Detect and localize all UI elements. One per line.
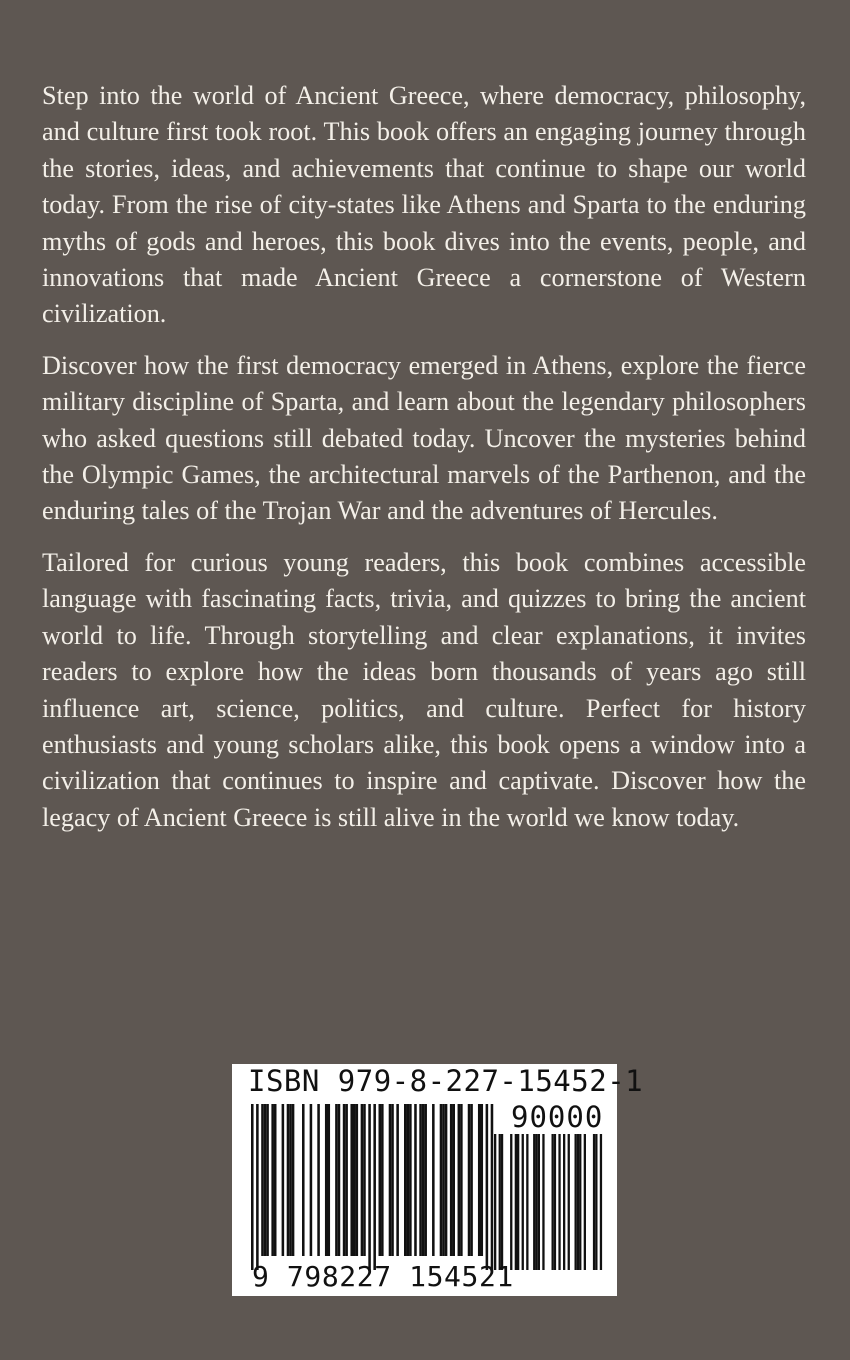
isbn-barcode [232, 1064, 644, 1296]
barcode-bar [458, 1104, 461, 1256]
barcode-bar [353, 1104, 356, 1256]
barcode-bar [282, 1104, 285, 1256]
addon-bar [522, 1134, 524, 1270]
barcode-bar [381, 1104, 384, 1256]
barcode-bar [274, 1104, 277, 1256]
barcode-bar [440, 1104, 443, 1256]
barcode-bar [325, 1104, 328, 1256]
barcode-bar [407, 1104, 410, 1256]
barcode-bar [445, 1104, 448, 1256]
addon-bar [584, 1134, 586, 1270]
addon-bar [575, 1134, 577, 1270]
blurb-paragraph-2: Discover how the first democracy emerged in Athens, explore the fierce military discipline of Sparta, and learn about the legendary philosophers who asked questions still debated today. Uncover the mysteries behind the Olympic Games, the architectural marvels of the Parthenon, and the enduring tales of the Trojan War and the adventures of Hercules. [42, 350, 806, 526]
price-code: 90000 [511, 1100, 604, 1134]
barcode-bar [450, 1104, 453, 1256]
barcode-bar [350, 1104, 353, 1256]
barcode-bar [328, 1104, 331, 1256]
blurb-paragraph-3: Tailored for curious young readers, this book combines accessible language with fascinating facts, trivia, and quizzes to bring the ancient world to life. Through storytelling and clear explanations, it invites readers to explore how the ideas born thousands of years ago still influence art, science, politics, and culture. Perfect for history enthusiasts and young scholars alike, this book opens a window into a civilization that continues to inspire and captivate. Discover how the legacy of Ancient Greece is still alive in the world we know today. [42, 547, 806, 832]
barcode-bar [491, 1104, 494, 1270]
barcode-bar [414, 1104, 417, 1256]
barcode-bar [368, 1104, 371, 1270]
barcode-bar [409, 1104, 412, 1256]
barcode-bar [452, 1104, 455, 1256]
barcode-bar [486, 1104, 489, 1270]
barcode-bar [424, 1104, 427, 1256]
barcode-bar [468, 1104, 471, 1256]
addon-bar [526, 1134, 528, 1270]
barcode-bar [345, 1104, 348, 1256]
addon-bar [510, 1134, 512, 1270]
addon-bar [579, 1134, 581, 1270]
addon-bar [593, 1134, 595, 1270]
barcode-bar [373, 1104, 376, 1270]
isbn-label: ISBN 979-8-227-15452-1 [248, 1064, 644, 1098]
addon-bar [554, 1134, 556, 1270]
addon-bar [600, 1134, 602, 1270]
barcode-bar [292, 1104, 295, 1256]
barcode-bar [422, 1104, 425, 1256]
barcode-bar [470, 1104, 473, 1256]
barcode-bar [335, 1104, 338, 1256]
blurb-paragraph-1: Step into the world of Ancient Greece, where democracy, philosophy, and culture first took root. This book offers an engaging journey through the stories, ideas, and achievements that continue to shape our world today. From the rise of city-states like Athens and Sparta to the enduring myths of gods and heroes, this book dives into the events, people, and innovations that made Ancient Greece a cornerstone of Western civilization. [42, 81, 806, 329]
barcode-bar [264, 1104, 267, 1256]
back-cover-blurb [42, 78, 806, 851]
addon-bar [535, 1134, 537, 1270]
barcode-bar [396, 1104, 399, 1256]
addon-bar [577, 1134, 579, 1270]
barcode-bar [266, 1104, 269, 1256]
barcode-bar [317, 1104, 320, 1256]
barcode-bar [379, 1104, 382, 1256]
addon-bar [558, 1134, 560, 1270]
barcode-bar [271, 1104, 274, 1256]
addon-bar [595, 1134, 597, 1270]
addon-bar [499, 1134, 501, 1270]
barcode-bar [302, 1104, 305, 1256]
barcode-bar [261, 1104, 264, 1256]
barcode-bar [356, 1104, 359, 1256]
addon-bar [538, 1134, 540, 1270]
barcode-bar [389, 1104, 392, 1256]
barcode-bar [442, 1104, 445, 1256]
barcode-bar [391, 1104, 394, 1256]
addon-bar [542, 1134, 544, 1270]
barcode-bar [251, 1104, 254, 1270]
barcode-bar [478, 1104, 481, 1256]
addon-bar [563, 1134, 565, 1270]
barcode-bar [481, 1104, 484, 1256]
barcode-bar [432, 1104, 435, 1256]
addon-bar [517, 1134, 519, 1270]
addon-bar [515, 1134, 517, 1270]
barcode-bar [419, 1104, 422, 1256]
barcode-bar [287, 1104, 290, 1256]
barcode-bar [460, 1104, 463, 1256]
barcode-bar [338, 1104, 341, 1256]
addon-bar [552, 1134, 554, 1270]
addon-bar [494, 1134, 496, 1270]
barcode-bar [363, 1104, 366, 1256]
barcode-bar [343, 1104, 346, 1256]
barcode-bar [256, 1104, 259, 1270]
barcode-digits: 9 798227 154521 [252, 1260, 514, 1293]
barcode-bar [310, 1104, 313, 1256]
addon-bar [533, 1134, 535, 1270]
addon-bar [568, 1134, 570, 1270]
barcode-bar [361, 1104, 364, 1256]
addon-bar [501, 1134, 503, 1270]
barcode-bar [289, 1104, 292, 1256]
barcode-bar [404, 1104, 407, 1256]
